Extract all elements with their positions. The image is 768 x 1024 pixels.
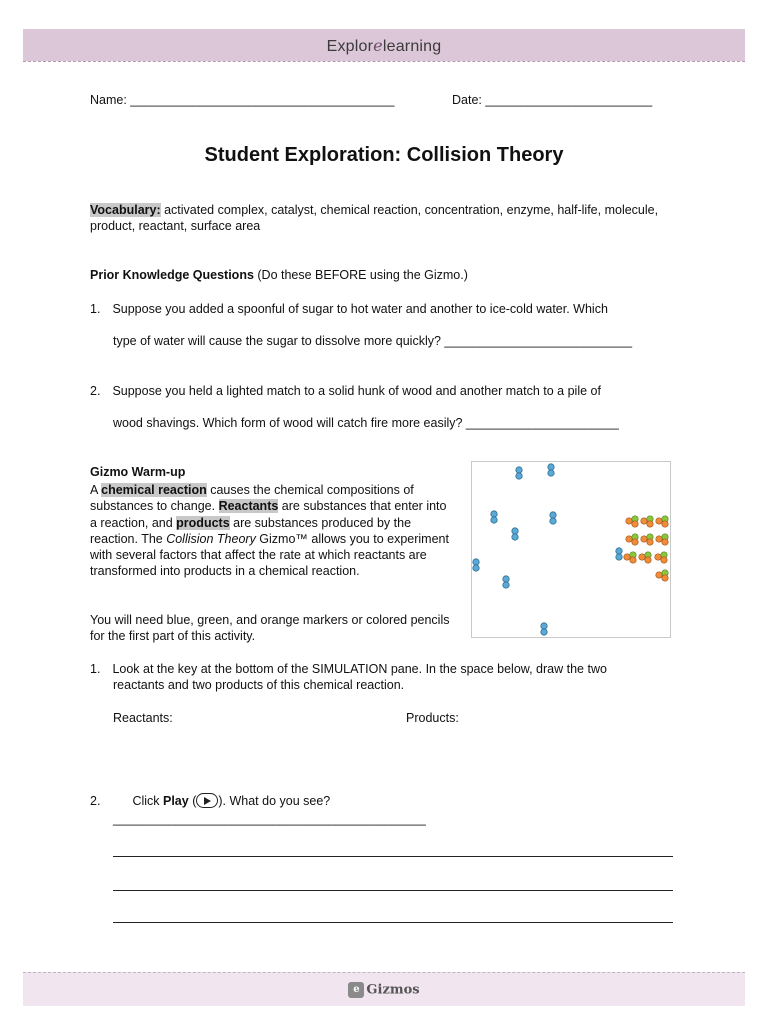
page-title: Student Exploration: Collision Theory bbox=[204, 144, 564, 166]
warm-up-paragraph-2: You will need blue, green, and orange markers or colored pencils for the first part of this activity. bbox=[90, 613, 450, 644]
prior-question-2: 2. Suppose you held a lighted match to a solid hunk of wood and another match to a pile of bbox=[90, 384, 601, 398]
prior-question-2-answer[interactable]: wood shavings. Which form of wood will catch fire more easily? ______________________ bbox=[113, 416, 619, 430]
warm-up-question-2: 2. Click Play ( ). What do you see? bbox=[90, 794, 331, 808]
gizmos-mark-icon: e bbox=[348, 982, 364, 998]
play-icon bbox=[196, 793, 218, 808]
vocabulary-text: activated complex, catalyst, chemical reaction, concentration, enzyme, half-life, molecule, product, reactant, surface area bbox=[90, 203, 659, 233]
explorelearning-logo: Explorelearning bbox=[326, 36, 442, 55]
products-label: Products: bbox=[406, 711, 459, 725]
collision-simulation-molecules bbox=[472, 462, 670, 637]
warm-up-question-2-blank[interactable]: _____________________________________________ bbox=[113, 812, 426, 826]
answer-line-3[interactable] bbox=[113, 922, 673, 923]
answer-line-2[interactable] bbox=[113, 890, 673, 891]
reactants-label: Reactants: bbox=[113, 711, 173, 725]
name-field[interactable]: Name: ______________________________________ bbox=[90, 93, 395, 107]
date-field[interactable]: Date: ________________________ bbox=[452, 93, 653, 107]
prior-knowledge-heading: Prior Knowledge Questions (Do these BEFORE using the Gizmo.) bbox=[90, 268, 468, 282]
gizmos-logo: e Gizmos bbox=[0, 982, 768, 998]
vocabulary-label: Vocabulary: bbox=[90, 203, 161, 217]
vocabulary-section bbox=[90, 202, 680, 234]
simulation-image bbox=[471, 461, 671, 638]
footer-divider bbox=[23, 972, 745, 973]
warm-up-question-1-cont: reactants and two products of this chemical reaction. bbox=[113, 678, 405, 692]
warm-up-question-1: 1. Look at the key at the bottom of the SIMULATION pane. In the space below, draw the two bbox=[90, 662, 607, 676]
prior-question-1: 1. Suppose you added a spoonful of sugar to hot water and another to ice-cold water. Which bbox=[90, 302, 608, 316]
answer-line-1[interactable] bbox=[113, 856, 673, 857]
prior-question-1-answer[interactable]: type of water will cause the sugar to dissolve more quickly? ___________________________ bbox=[113, 334, 633, 348]
header-divider bbox=[23, 61, 745, 62]
warm-up-paragraph-1: A chemical reaction causes the chemical compositions of substances to change. Reactants are substances that enter into a reaction, and products are substances produced by the reaction. The Collision Theory Gizmo™ allows you to experiment with several factors that affect the rate at which reactants are transformed into products in a chemical reaction. bbox=[90, 483, 449, 579]
warm-up-heading: Gizmo Warm-up bbox=[90, 465, 186, 479]
